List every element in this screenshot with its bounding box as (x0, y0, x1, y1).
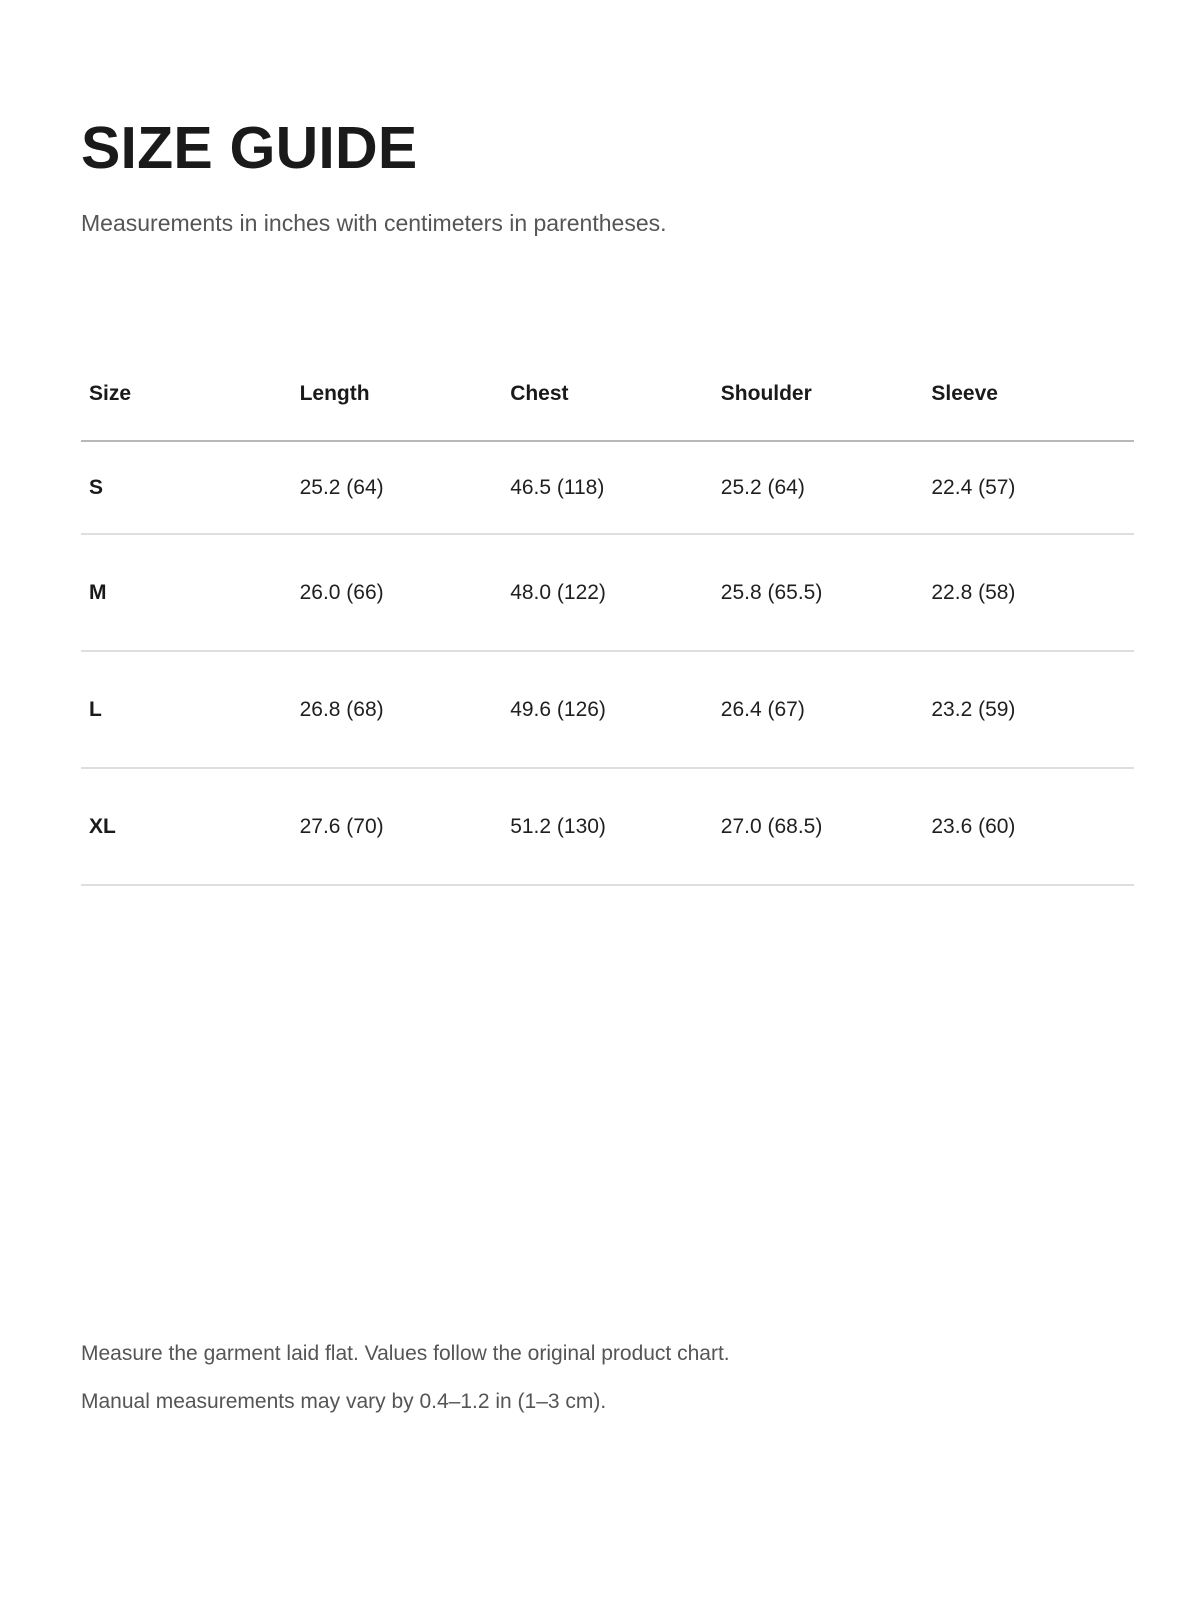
table-row (81, 651, 1134, 768)
footnotes (81, 1341, 730, 1437)
column-header-shoulder: Shoulder (713, 348, 924, 441)
table-row (81, 768, 1134, 885)
footnote-measurement-variance: Manual measurements may vary by 0.4–1.2 in (1–3 cm). (81, 1390, 607, 1414)
shoulder-cell: 25.2 (64) (713, 441, 924, 534)
size-cell: M (81, 534, 292, 651)
column-header-chest: Chest (502, 348, 713, 441)
page-subtitle: Measurements in inches with centimeters in parentheses. (81, 210, 667, 236)
length-cell: 25.2 (64) (292, 441, 503, 534)
footnote-measurement-method: Measure the garment laid flat. Values follow the original product chart. (81, 1342, 730, 1365)
length-cell: 26.8 (68) (292, 651, 503, 768)
table-row (81, 441, 1134, 534)
chest-cell: 51.2 (130) (502, 768, 713, 885)
size-cell: L (81, 651, 292, 768)
sleeve-cell: 23.6 (60) (923, 768, 1134, 885)
shoulder-cell: 25.8 (65.5) (713, 534, 924, 651)
table-header-row (81, 348, 1134, 441)
column-header-size: Size (81, 348, 292, 441)
shoulder-cell: 26.4 (67) (713, 651, 924, 768)
length-cell: 26.0 (66) (292, 534, 503, 651)
size-cell: S (81, 441, 292, 534)
table-row (81, 534, 1134, 651)
sleeve-cell: 22.8 (58) (923, 534, 1134, 651)
chest-cell: 46.5 (118) (502, 441, 713, 534)
sleeve-cell: 22.4 (57) (923, 441, 1134, 534)
chest-cell: 49.6 (126) (502, 651, 713, 768)
sleeve-cell: 23.2 (59) (923, 651, 1134, 768)
page-title: SIZE GUIDE (81, 115, 418, 181)
size-cell: XL (81, 768, 292, 885)
column-header-length: Length (292, 348, 503, 441)
size-table (81, 348, 1134, 886)
shoulder-cell: 27.0 (68.5) (713, 768, 924, 885)
column-header-sleeve: Sleeve (923, 348, 1134, 441)
chest-cell: 48.0 (122) (502, 534, 713, 651)
length-cell: 27.6 (70) (292, 768, 503, 885)
